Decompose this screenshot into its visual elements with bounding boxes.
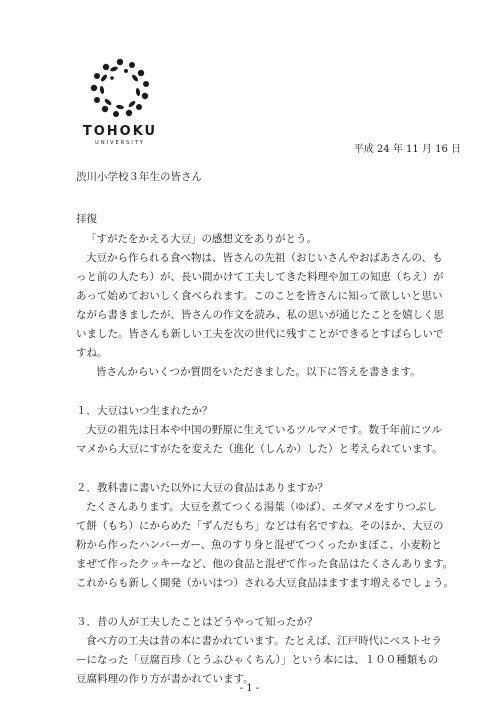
university-logo	[80, 56, 160, 146]
paragraph-line: いました。皆さんも新しい工夫を次の世代に残すことができるとすばらしいで	[76, 328, 444, 340]
logo-emblem-icon	[88, 56, 152, 120]
logo-wordmark: TOHOKU	[82, 124, 158, 139]
paragraph-line: 皆さんからいくつか質問をいただきました。以下に答えを書きます。	[96, 366, 421, 378]
answer-line: これからも新しく開発（かいはつ）される大豆食品はますます増えるでしょう。	[76, 577, 454, 589]
question-heading-2: ２．教科書に書いた以外に大豆の食品はありますか？	[76, 482, 328, 494]
addressee: 渋川小学校３年生の皆さん	[76, 171, 202, 183]
answer-line: 豆腐料理の作り方が書かれています。	[76, 673, 254, 685]
page-number: - 1 -	[239, 683, 260, 694]
answer-line: ーになった「豆腐百珍（とうふひゃくちん）」という本には、１００種類もの	[76, 654, 439, 666]
answer-line: たくさんあります。大豆を煮てつくる湯葉（ゆば）、エダマメをすりつぶし	[86, 501, 437, 513]
paragraph-line: あって始めておいしく食べられます。このことを皆さんに知って欲しいと思い	[76, 290, 443, 302]
answer-line: 粉から作ったハンバーガー、魚のすり身と混ぜてつくったかまぼこ、小麦粉と	[76, 539, 442, 551]
paragraph-line: すね。	[76, 347, 108, 359]
letter-date: 平成 24 年 11 月 16 日	[353, 144, 461, 155]
answer-line: て餅（もち）にからめた「ずんだもち」などは有名ですね。そのほか、大豆の	[76, 520, 444, 532]
paragraph-line: っと前の人たち）が、長い間かけて工夫してきた料理や加工の知恵（ちえ）が	[76, 271, 444, 283]
question-heading-3: ３．昔の人が工夫したことはどうやって知ったか？	[76, 616, 318, 628]
paragraph-line: ながら書きましたが、皆さんの作文を読み、私の思いが通じたことを嬉しく思	[76, 309, 445, 321]
answer-line: 食べ方の工夫は昔の本に書かれています。たとえば、江戸時代にベストセラ	[86, 635, 442, 647]
paragraph-line: 大豆から作られる食べ物は、皆さんの先祖（おじいさんやおばあさんの、も	[86, 252, 443, 264]
question-heading-1: １．大豆はいつ生まれたか？	[76, 405, 213, 417]
answer-line: まぜて作ったクッキーなど、他の食品と混ぜて作った食品はたくさんあります。	[76, 558, 454, 570]
answer-line: マメから大豆にすがたを変えた（進化（しんか）した）と考えられています。	[76, 443, 443, 455]
salutation: 拝復	[76, 213, 97, 225]
logo-subtitle: UNIVERSITY	[95, 140, 145, 146]
paragraph-line: 「すがたをかえる大豆」の感想文をありがとう。	[86, 233, 317, 245]
answer-line: 大豆の祖先は日本や中国の野原に生えているツルマメです。数千年前にツル	[86, 424, 442, 436]
